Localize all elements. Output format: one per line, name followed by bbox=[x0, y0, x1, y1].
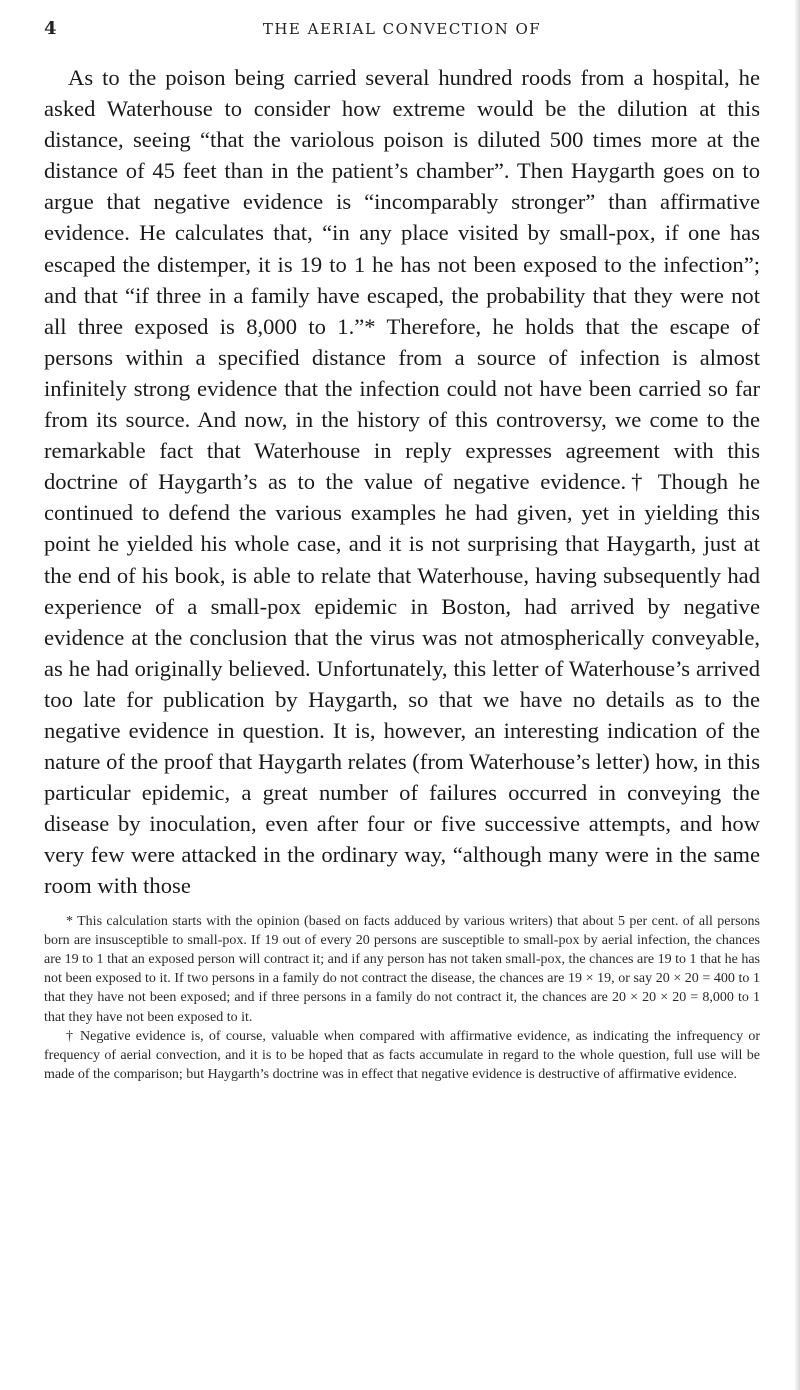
page-number: 4 bbox=[44, 18, 59, 39]
footnote-dagger: † Negative evidence is, of course, valuable when compared with affirmative evidence, as indicating the infrequency or frequency of aerial convection, and it is to be hoped that as facts accumulate in regard to the whole question, full use will be made of the comparison; but Haygarth’s doctrine was in effect that negative evidence is destructive of affirmative evidence. bbox=[44, 1028, 760, 1083]
footnotes bbox=[44, 912, 760, 1085]
running-head bbox=[44, 18, 760, 44]
page-edge-shadow bbox=[794, 0, 800, 1390]
header-title: THE AERIAL CONVECTION OF bbox=[262, 20, 542, 38]
footnote-asterisk: * This calculation starts with the opinion (based on facts adduced by various writers) that about 5 per cent. of all persons born are insusceptible to small-pox. If 19 out of every 20 persons are susceptible to small-pox by aerial infection, the chances are 19 to 1 that an exposed person will contract it; and if any person has not taken small-pox, the chances are 19 to 1 that he has not been exposed to it. If two persons in a family do not contract the disease, the chances are 19 × 19, or say 20 × 20 = 400 to 1 that they have not been exposed; and if three persons in a family do not contract it, the chances are 20 × 20 × 20 = 8,000 to 1 that they have not been exposed to it. bbox=[44, 913, 760, 1025]
body-paragraph: As to the poison being carried several hundred roods from a hospital, he asked Waterhouse to consider how extreme would be the dilution at this distance, seeing “that the variolous poison is diluted 500 times more at the distance of 45 feet than in the patient’s chamber”. Then Haygarth goes on to argue that negative evidence is “incomparably stronger” than affirmative evidence. He calculates that, “in any place visited by small-pox, if one has escaped the distemper, it is 19 to 1 he has not been exposed to the infection”; and that “if three in a family have escaped, the probability that they were not all three exposed is 8,000 to 1.”* Therefore, he holds that the escape of persons within a specified distance from a source of infection is almost infinitely strong evidence that the infection could not have been carried so far from its source. And now, in the history of this controversy, we come to the remarkable fact that Waterhouse in reply expresses agreement with this doctrine of Haygarth’s as to the value of negative evidence.† Though he continued to defend the various examples he had given, yet in yielding this point he yielded his whole case, and it is not surprising that Haygarth, just at the end of his book, is able to relate that Waterhouse, having subsequently had experience of a small-pox epidemic in Boston, had arrived by negative evidence at the conclusion that the virus was not atmospherically conveyable, as he had originally believed. Unfortunately, this letter of Waterhouse’s arrived too late for publication by Haygarth, so that we have no details as to the negative evidence in question. It is, however, an interesting indication of the nature of the proof that Haygarth relates (from Waterhouse’s letter) how, in this particular epidemic, a great number of failures occurred in conveying the disease by inoculation, even after four or five successive attempts, and how very few were attacked in the ordinary way, “although many were in the same room with those bbox=[44, 65, 760, 899]
book-page bbox=[44, 18, 760, 1378]
body-text bbox=[44, 62, 760, 902]
